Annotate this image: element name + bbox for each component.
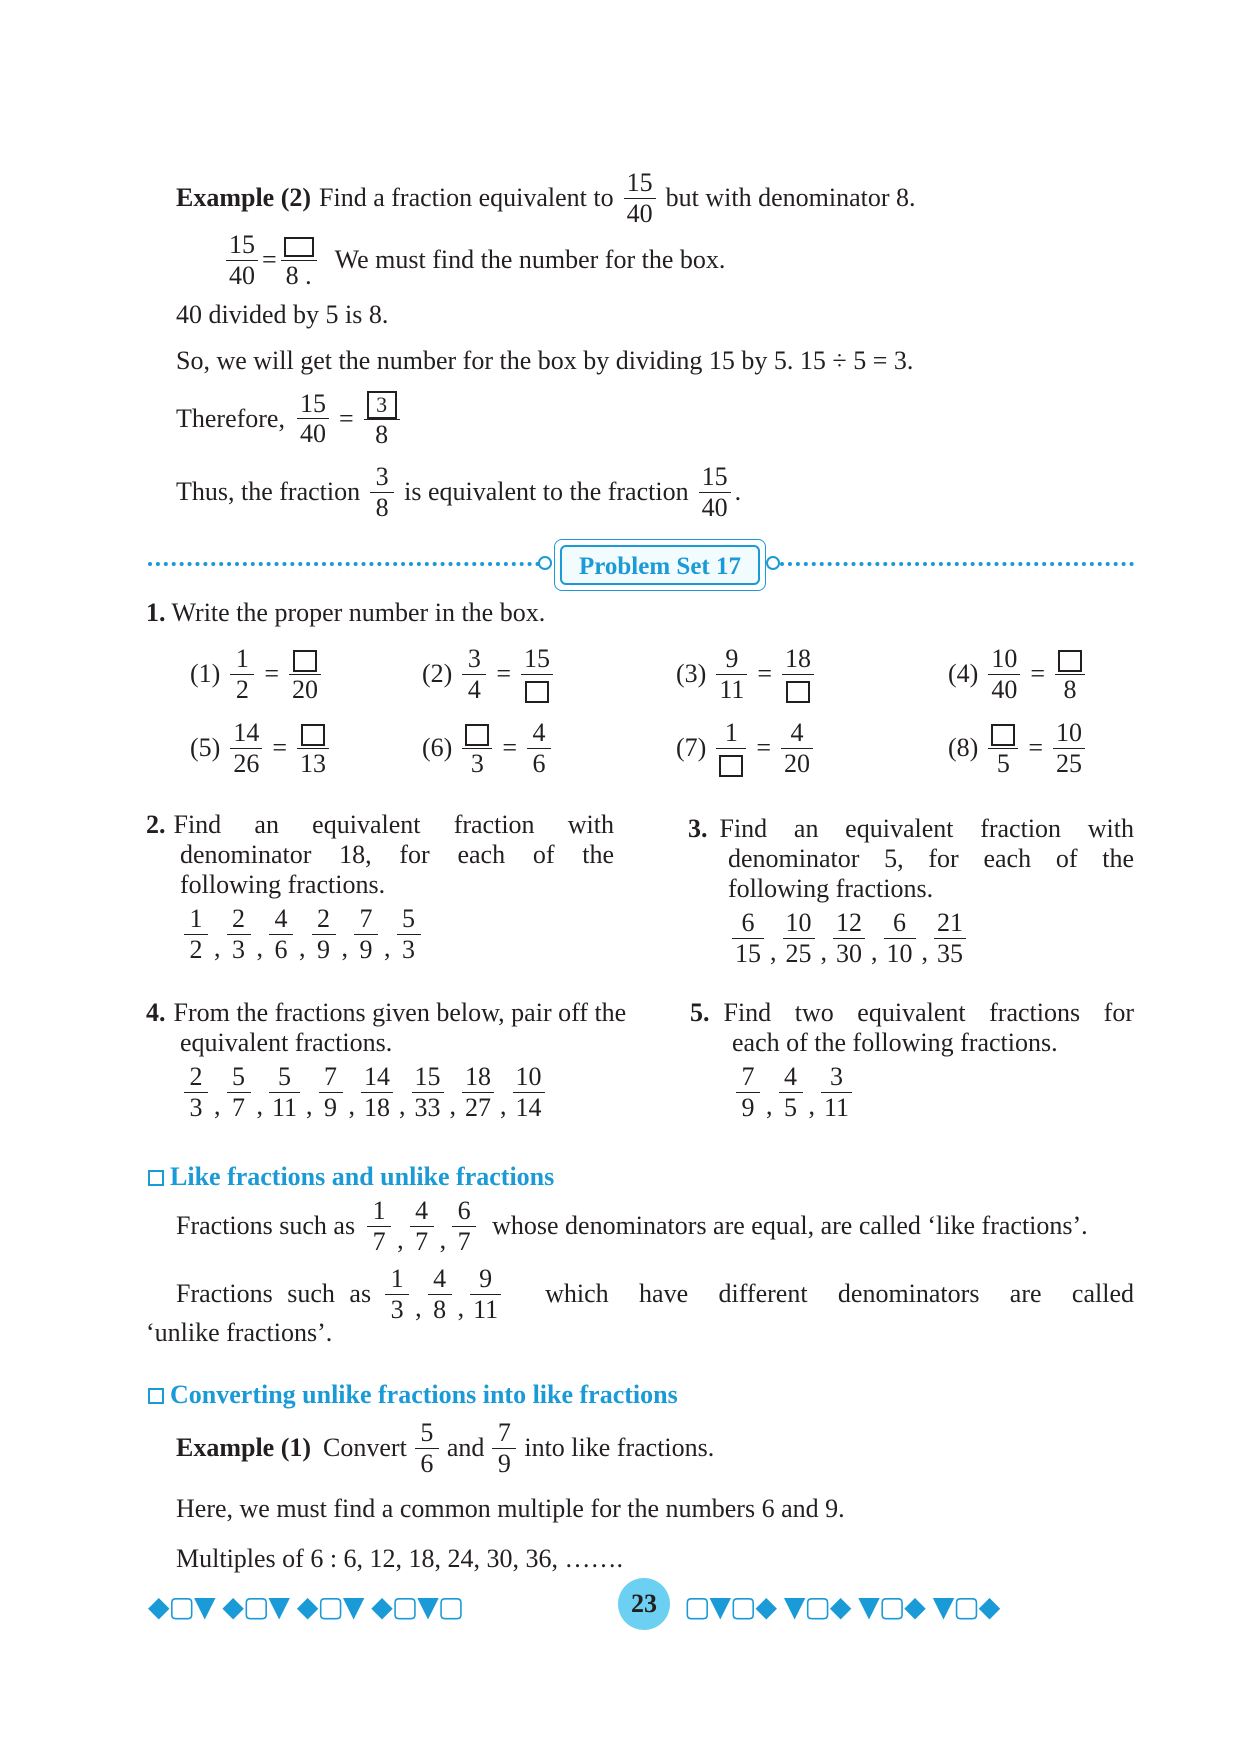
problem-set-title: Problem Set 17: [560, 545, 760, 585]
question-3: [688, 814, 1134, 969]
paragraph-text: Fractions such as: [176, 1279, 372, 1309]
fraction: $\frac{6}{15}$: [732, 908, 764, 969]
fraction-list: [728, 908, 1134, 969]
equals-sign: =: [1030, 659, 1045, 689]
item-label: (4): [948, 659, 979, 689]
comma: ,: [871, 936, 878, 966]
q1-item: [676, 644, 818, 705]
fraction: $\frac{4}{7}$: [410, 1196, 434, 1257]
square-bullet-icon: [148, 1388, 164, 1404]
question-text: denominator 5, for each of the: [728, 844, 1134, 873]
section-heading-convert: [148, 1380, 678, 1410]
paragraph-text: Here, we must find a common multiple for the numbers 6 and 9.: [176, 1494, 845, 1523]
fraction: $\frac{10}{25}$: [1053, 718, 1085, 779]
footer-decoration-right: ▢▼▢◆ ▼▢◆ ▼▢◆ ▼▢◆: [684, 1590, 1000, 1623]
banner-ring-left: [538, 556, 552, 570]
fraction: 20: [289, 644, 321, 705]
fraction: $\frac{6}{10}$: [884, 908, 916, 969]
answer-box[interactable]: [786, 681, 810, 703]
comma: ,: [341, 932, 348, 962]
fraction: $\frac{2}{9}$: [312, 904, 336, 965]
question-text: Write the proper number in the box.: [171, 598, 546, 627]
comma: ,: [399, 1090, 406, 1120]
fraction-list: [732, 1062, 1134, 1123]
example-text: Thus, the fraction: [176, 477, 361, 507]
comma: ,: [299, 932, 306, 962]
comma: ,: [457, 1292, 465, 1322]
fraction: 3: [462, 718, 492, 779]
question-text: each of the following fractions.: [732, 1028, 1058, 1057]
paragraph-text: Fractions such as: [176, 1211, 356, 1241]
paragraph-text: which have different denominators are called: [545, 1279, 1134, 1309]
heading-text: Converting unlike fractions into like fractions: [170, 1380, 678, 1409]
question-text: denominator 18, for each of the: [180, 840, 614, 869]
comma: ,: [256, 932, 263, 962]
item-label: (8): [948, 733, 979, 763]
comma: ,: [256, 1090, 263, 1120]
item-label: (5): [190, 733, 221, 763]
fraction: $\frac{5}{6}$: [415, 1418, 439, 1479]
like-paragraph: [176, 1196, 1088, 1257]
fraction: $\frac{7}{9}$: [492, 1418, 516, 1479]
fraction: $\frac{12}{30}$: [833, 908, 865, 969]
question-text: following fractions.: [180, 870, 386, 899]
example-text: is equivalent to the fraction: [404, 477, 689, 507]
fraction: 13: [297, 718, 329, 779]
convert-example: [176, 1418, 714, 1479]
heading-text: Like fractions and unlike fractions: [170, 1162, 555, 1191]
q1-item: [190, 718, 333, 779]
fraction-list: [363, 1196, 480, 1257]
fraction: 15: [521, 644, 553, 705]
comma: ,: [766, 1090, 773, 1120]
equals-sign: =: [757, 659, 773, 689]
fraction: $\frac{4}{6}$: [269, 904, 293, 965]
fraction-list: [180, 904, 614, 965]
example-text: 40 divided by 5 is 8.: [176, 300, 389, 329]
box-equation: [222, 230, 725, 291]
question-text: equivalent fractions.: [180, 1028, 393, 1057]
item-label: (3): [676, 659, 707, 689]
fraction: $\frac{4}{6}$: [527, 718, 551, 779]
q1-item: [948, 644, 1089, 705]
paragraph-text: whose denominators are equal, are called ‘like fractions’.: [492, 1211, 1088, 1241]
fraction: $\frac{14}{18}$: [361, 1062, 393, 1123]
q1-item: [422, 718, 555, 779]
fraction: $\frac{3}{4}$: [462, 644, 486, 705]
comma: ,: [397, 1224, 404, 1254]
fraction: $\frac{1}{2}$: [184, 904, 208, 965]
fraction: $\frac{15}{40}$: [297, 389, 329, 450]
banner-ring-right: [766, 556, 780, 570]
banner-dotted-line-right: [780, 562, 1134, 566]
example-text: but with denominator 8.: [665, 183, 916, 213]
fraction: $\frac{15}{33}$: [412, 1062, 444, 1123]
question-text: Find two equivalent fractions for: [723, 998, 1134, 1027]
question-number: 3.: [688, 814, 708, 843]
question-text: Find an equivalent fraction with: [719, 814, 1134, 843]
fraction: $\frac{4}{8}$: [428, 1264, 452, 1325]
equals-sign: =: [496, 659, 511, 689]
fraction: $\frac{4}{5}$: [779, 1062, 803, 1123]
page-number: 23: [618, 1578, 670, 1630]
question-number: 2.: [146, 810, 166, 839]
fraction: $\frac{2}{3}$: [184, 1062, 208, 1123]
fraction: $\frac{9}{11}$: [470, 1264, 501, 1325]
banner-dotted-line-left: [148, 562, 540, 566]
answer-box[interactable]: [465, 724, 489, 746]
question-5: [690, 998, 1134, 1123]
answer-box[interactable]: [293, 650, 317, 672]
fraction: $\frac{15}{40}$: [699, 462, 731, 523]
fraction: $\frac{5}{3}$: [397, 904, 421, 965]
therefore-text: Therefore,: [176, 403, 285, 433]
fraction: $\frac{1}{2}$: [230, 644, 254, 705]
fraction: 5: [988, 718, 1018, 779]
question-1: [146, 598, 545, 628]
example2-line: [176, 168, 916, 229]
fraction: $\frac{1}{7}$: [367, 1196, 391, 1257]
answer-box: 3: [367, 391, 397, 419]
period: .: [734, 477, 742, 507]
fraction: $\frac{15}{40}$: [226, 230, 258, 291]
example-text: Find a fraction equivalent to: [319, 183, 614, 213]
comma: ,: [439, 1224, 447, 1254]
unlike-paragraph: [176, 1264, 1134, 1325]
answer-box[interactable]: [991, 724, 1015, 746]
item-label: (6): [422, 733, 453, 763]
fraction: $\frac{4}{20}$: [781, 718, 813, 779]
question-text: Find an equivalent fraction with: [173, 810, 614, 839]
footer-decoration-left: ◆▢▼ ◆▢▼ ◆▢▼ ◆▢▼▢: [148, 1590, 464, 1623]
comma: ,: [500, 1090, 507, 1120]
square-bullet-icon: [148, 1170, 164, 1186]
fraction: 18: [782, 644, 814, 705]
equals-sign: =: [272, 733, 287, 763]
question-2: [146, 810, 614, 965]
fraction: $\frac{14}{26}$: [230, 718, 262, 779]
q1-item: [190, 644, 325, 705]
example-text: So, we will get the number for the box by dividing 15 by 5. 15 ÷ 5 = 3.: [176, 346, 914, 375]
question-text: following fractions.: [728, 874, 934, 903]
fraction: $\frac{7}{9}$: [319, 1062, 343, 1123]
comma: ,: [415, 1292, 422, 1322]
comma: ,: [808, 1090, 815, 1120]
equals-sign: =: [338, 403, 354, 433]
section-heading-like: [148, 1162, 554, 1192]
item-label: (7): [676, 733, 707, 763]
question-number: 5.: [690, 998, 710, 1027]
answer-box[interactable]: [1058, 650, 1082, 672]
comma: ,: [214, 1090, 221, 1120]
example-text: into like fractions.: [524, 1433, 715, 1463]
answer-box[interactable]: [719, 755, 743, 777]
comma: ,: [770, 936, 777, 966]
comma: ,: [214, 932, 221, 962]
answer-box[interactable]: [301, 724, 325, 746]
fraction: $\frac{18}{27}$: [462, 1062, 494, 1123]
fraction: $\frac{1}{3}$: [385, 1264, 409, 1325]
thus-line: [176, 462, 741, 523]
example-text: We must find the number for the box.: [334, 245, 726, 275]
fraction-list: [381, 1264, 505, 1325]
paragraph-text: Multiples of 6 : 6, 12, 18, 24, 30, 36, …….: [176, 1544, 624, 1573]
fraction: $\frac{15}{40}$: [624, 168, 656, 229]
comma: ,: [449, 1090, 457, 1120]
question-number: 1.: [146, 598, 166, 627]
fraction: $\frac{10}{40}$: [988, 644, 1020, 705]
fraction-with-box: $\frac{3}{8}$: [364, 388, 400, 450]
question-number: 4.: [146, 998, 166, 1027]
fraction: $\frac{5}{11}$: [269, 1062, 300, 1123]
fraction: $\frac{7}{9}$: [354, 904, 378, 965]
equals-sign: =: [756, 733, 771, 763]
fraction-list: [180, 1062, 666, 1123]
example-text: Convert: [323, 1433, 407, 1463]
q1-item: [422, 644, 557, 705]
example-label: Example (1): [176, 1433, 312, 1463]
equals-sign: =: [264, 659, 279, 689]
fraction: $\frac{5}{7}$: [227, 1062, 251, 1123]
fraction: $\frac{10}{14}$: [513, 1062, 545, 1123]
fraction: $\frac{10}{25}$: [783, 908, 815, 969]
example-text: and: [446, 1433, 485, 1463]
fraction: $\frac{3}{11}$: [821, 1062, 852, 1123]
example-label: Example (2): [176, 183, 312, 213]
answer-box: [284, 237, 314, 257]
fraction: 1: [716, 718, 746, 779]
q1-item: [948, 718, 1089, 779]
fraction: $\frac{2}{3}$: [227, 904, 251, 965]
item-label: (2): [422, 659, 453, 689]
q1-item: [676, 718, 817, 779]
equals-sign: =: [262, 245, 277, 275]
equals-sign: =: [1028, 733, 1043, 763]
fraction-with-box: 8 .: [281, 230, 317, 291]
comma: ,: [348, 1090, 356, 1120]
fraction: $\frac{6}{7}$: [452, 1196, 476, 1257]
comma: ,: [921, 936, 928, 966]
fraction: $\frac{9}{11}$: [716, 644, 747, 705]
question-text: From the fractions given below, pair off the: [173, 998, 627, 1027]
paragraph-text: ‘unlike fractions’.: [146, 1318, 333, 1347]
fraction: $\frac{7}{9}$: [736, 1062, 760, 1123]
fraction: 8: [1055, 644, 1085, 705]
question-4: [146, 998, 666, 1123]
fraction: $\frac{3}{8}$: [370, 462, 394, 523]
therefore-line: [176, 388, 404, 450]
answer-box[interactable]: [525, 681, 549, 703]
comma: ,: [384, 932, 391, 962]
equals-sign: =: [502, 733, 517, 763]
fraction: $\frac{21}{35}$: [934, 908, 966, 969]
item-label: (1): [190, 659, 221, 689]
comma: ,: [306, 1090, 313, 1120]
comma: ,: [820, 936, 827, 966]
